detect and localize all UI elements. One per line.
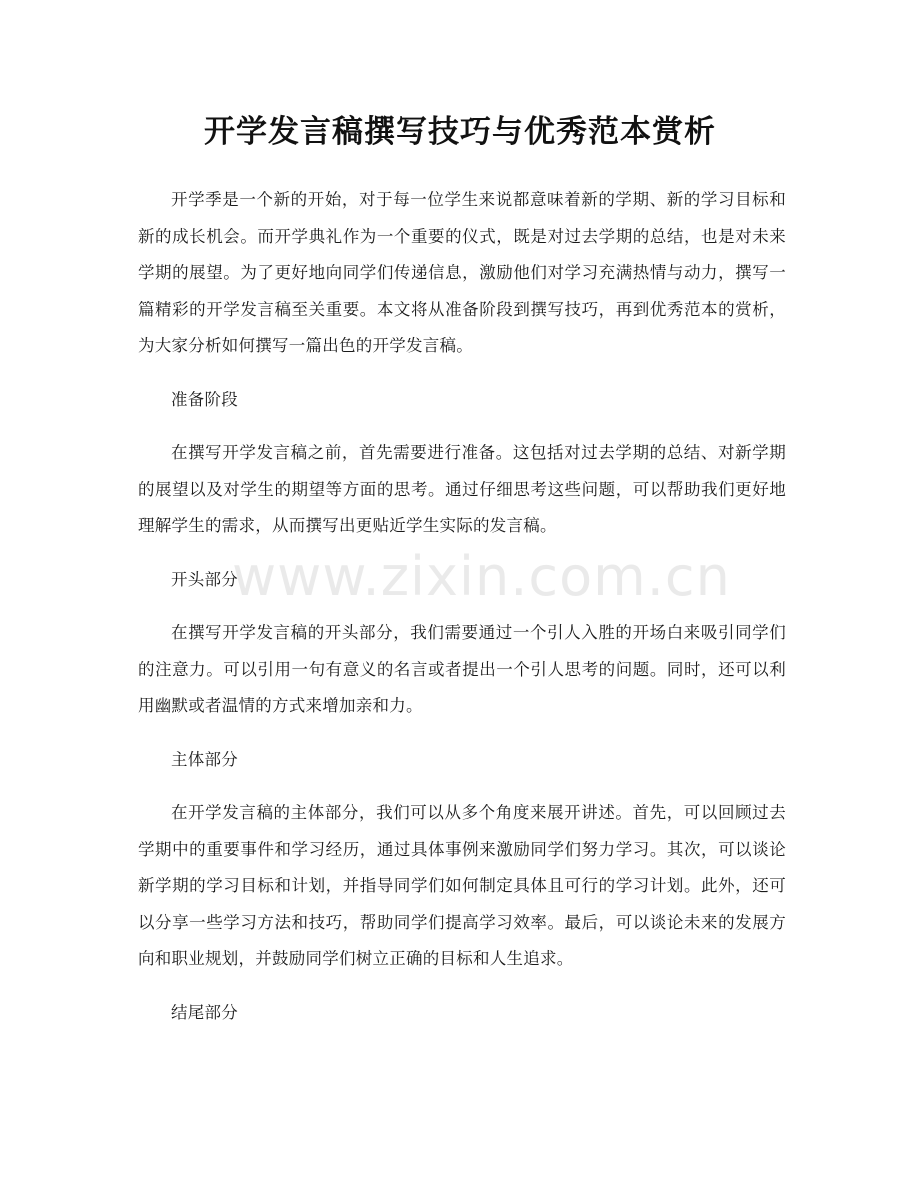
section-heading-ending: 结尾部分 <box>171 1002 238 1022</box>
intro-paragraph: 开学季是一个新的开始，对于每一位学生来说都意味着新的学期、新的学习目标和新的成长机会。而开学典礼作为一个重要的仪式，既是对过去学期的总结，也是对未来学期的展望。为了更好地向同学们传递信息，激励他们对学习充满热情与动力，撰写一篇精彩的开学发言稿至关重要。本文将从准备阶段到撰写技巧，再到优秀范本的赏析，为大家分析如何撰写一篇出色的开学发言稿。 <box>138 190 786 355</box>
preparation-paragraph: 在撰写开学发言稿之前，首先需要进行准备。这包括对过去学期的总结、对新学期的展望以及对学生的期望等方面的思考。通过仔细思考这些问题，可以帮助我们更好地理解学生的需求，从而撰写出更贴近学生实际的发言稿。 <box>138 443 786 535</box>
opening-paragraph: 在撰写开学发言稿的开头部分，我们需要通过一个引人入胜的开场白来吸引同学们的注意力。可以引用一句有意义的名言或者提出一个引人思考的问题。同时，还可以利用幽默或者温情的方式来增加亲和力。 <box>138 623 786 715</box>
document-body <box>138 182 786 1031</box>
section-heading-body: 主体部分 <box>171 749 238 769</box>
body-paragraph: 在开学发言稿的主体部分，我们可以从多个角度来展开讲述。首先，可以回顾过去学期中的重要事件和学习经历，通过具体事例来激励同学们努力学习。其次，可以谈论新学期的学习目标和计划，并指导同学们如何制定具体且可行的学习计划。此外，还可以分享一些学习方法和技巧，帮助同学们提高学习效率。最后，可以谈论未来的发展方向和职业规划，并鼓励同学们树立正确的目标和人生追求。 <box>138 803 786 968</box>
document-title: 开学发言稿撰写技巧与优秀范本赏析 <box>204 114 716 150</box>
section-heading-opening: 开头部分 <box>171 569 238 589</box>
watermark-text: www.zixin.com.cn <box>232 545 731 608</box>
section-heading-preparation: 准备阶段 <box>171 389 238 409</box>
